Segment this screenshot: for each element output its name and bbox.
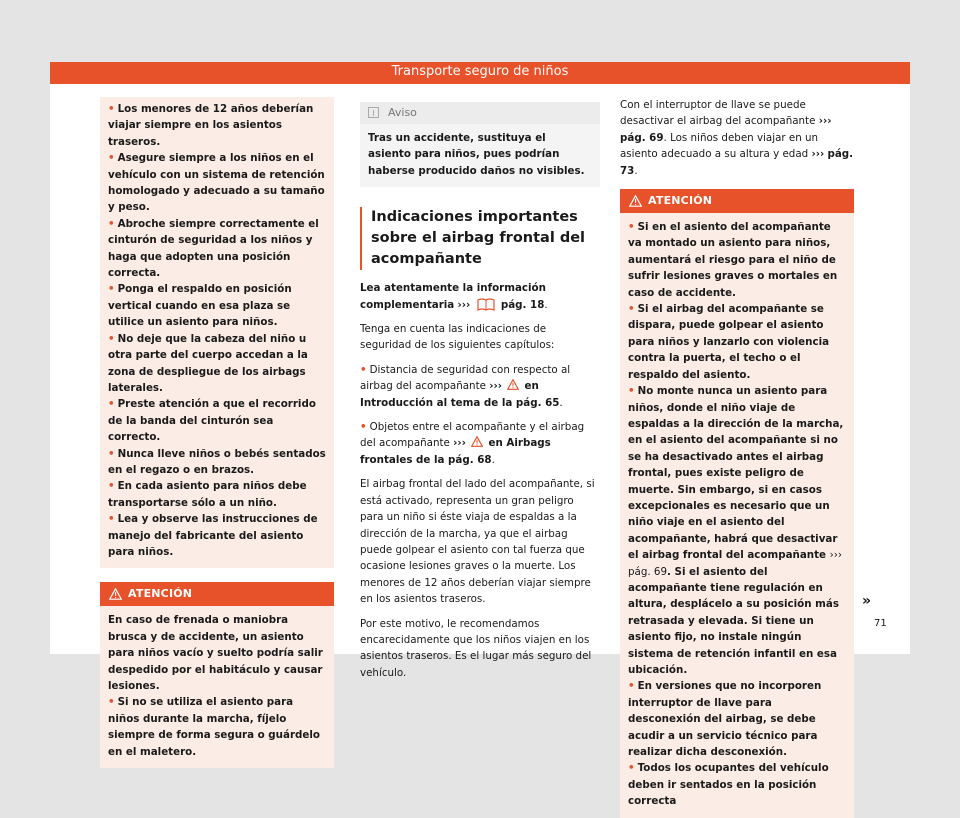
page-number: 71 (874, 618, 887, 629)
warning-header (620, 189, 854, 213)
list-item: • No deje que la cabeza del niño u otra parte del cuerpo accedan a la zona de despliegue de los airbags laterales. (108, 332, 308, 394)
book-icon (477, 298, 495, 311)
column-2 (360, 102, 600, 689)
warning-item: • No monte nunca un asiento para niños, donde el niño viaje de espaldas a la dirección de la marcha, en el asiento del acompañante si no se ha desactivado antes el airbag frontal, pues existe peligro de muerte. Sin embargo, si en casos excepcionales es necesario que un niño viaje en el asiento del acompañante, habrá que desactivar el airbag frontal del acompañante ››› pág. 69. Si el asiento del acompañante tiene regulación en altura, desplácelo a su posición más retrasada y elevada. Si tiene un asiento fijo, no instale ningún sistema de retención infantil en esa ubicación. (628, 385, 844, 676)
warning-intro: En caso de frenada o maniobra brusca y de accidente, un asiento para niños vacío y suelto podría salir despedido por el habitáculo y causar lesiones. (108, 614, 323, 692)
page-reference-link[interactable]: pág. 73 (620, 148, 854, 177)
warning-item: • Si en el asiento del acompañante va montado un asiento para niños, aumentará el riesgo para el niño de sufrir lesiones graves o mortales en caso de accidente. (628, 221, 838, 299)
paragraph: Tenga en cuenta las indicaciones de seguridad de los siguientes capítulos: (360, 323, 555, 352)
page-reference-link[interactable]: pág. 18 (500, 298, 545, 311)
page-title: Transporte seguro de niños (391, 64, 569, 79)
warning-box-2 (620, 189, 854, 818)
safety-list-box (100, 97, 334, 568)
intro-block (620, 97, 854, 179)
page-reference-link[interactable]: en Introducción al tema de la pág. 65 (360, 380, 560, 409)
warning-header (100, 582, 334, 606)
warning-item: • En versiones que no incorporen interruptor de llave para desconexión del airbag, se debe acudir a un servicio técnico para realizar dicha desconexión. (628, 680, 822, 759)
header-bar (50, 62, 910, 84)
list-item: • En cada asiento para niños debe transportarse sólo a un niño. (108, 480, 307, 509)
list-item: • Distancia de seguridad con respecto al airbag del acompañante ››› en Introducción al tema de la pág. 65. (360, 363, 571, 409)
section-title: Indicaciones importantes sobre el airbag frontal del acompañante (360, 207, 600, 270)
warning-title: ATENCIÓN (128, 587, 193, 601)
info-icon (368, 107, 379, 118)
warning-icon (109, 588, 122, 600)
list-item: • Preste atención a que el recorrido de la banda del cinturón sea correcto. (108, 398, 316, 444)
warning-title: ATENCIÓN (648, 194, 713, 208)
page-reference-link[interactable]: pág. 69 (620, 131, 664, 144)
note-text: Tras un accidente, sustituya el asiento para niños, pues podrían haberse producido daños no visibles. (368, 132, 585, 177)
warning-item: • Todos los ocupantes del vehículo deben ir sentados en la posición correcta (628, 762, 829, 808)
list-item: • Ponga el respaldo en posición vertical cuando en esa plaza se utilice un asiento para niños. (108, 283, 292, 329)
page-reference-link[interactable]: en Airbags frontales de la pág. 68 (360, 437, 551, 466)
list-item: • Los menores de 12 años deberían viajar siempre en los asientos traseros. (108, 103, 314, 148)
column-3 (620, 97, 854, 818)
warning-icon (507, 379, 519, 390)
list-item: • Objetos entre el acompañante y el airbag del acompañante ››› en Airbags frontales de la pág. 68. (360, 421, 585, 466)
list-item: • Lea y observe las instrucciones de manejo del fabricante del asiento para niños. (108, 513, 318, 558)
paragraph: Por este motivo, le recomendamos encarecidamente que los niños viajen en los asientos traseros. Es el lugar más seguro del vehículo. (360, 617, 592, 679)
list-item: • Asegure siempre a los niños en el vehículo con un sistema de retención homologado y adecuado a su tamaño y peso. (108, 152, 325, 214)
list-item: • Nunca lleve niños o bebés sentados en el regazo o en brazos. (108, 447, 326, 476)
list-item: • Abroche siempre correctamente el cinturón de seguridad a los niños y haga que adopten una posición correcta. (108, 217, 319, 280)
continue-marker: » (862, 593, 872, 609)
warning-box-1 (100, 582, 334, 768)
page-reference-link[interactable]: pág. 69 (628, 565, 668, 578)
note-box (360, 102, 600, 187)
section-body (360, 280, 600, 681)
note-header (360, 102, 600, 124)
warning-icon (629, 195, 642, 207)
column-1 (100, 97, 334, 768)
paragraph: Con el interruptor de llave se puede desactivar el airbag del acompañante ››› pág. 69. Los niños deben viajar en un asiento adecuado a su altura y edad ››› pág. 73. (620, 99, 854, 177)
paragraph: El airbag frontal del lado del acompañante, si está activado, representa un gran peligro para un niño si éste viaja de espaldas a la dirección de la marcha, ya que el airbag puede golpear el asiento con tal fuerza que ocasione lesiones graves o la muerte. Los menores de 12 años deberían viajar siempre en los asientos traseros. (360, 478, 595, 606)
warning-body (100, 606, 334, 768)
warning-item: • Si el airbag del acompañante se dispara, puede golpear el asiento para niños y lanzarlo con violencia contra la puerta, el techo o el respaldo del asiento. (628, 303, 830, 381)
note-body (360, 124, 600, 187)
warning-body (620, 213, 854, 818)
note-title: Aviso (388, 106, 417, 119)
paragraph: Lea atentamente la información complementaria ››› pág. 18. (360, 282, 548, 311)
warning-icon (471, 436, 483, 447)
warning-item: • Si no se utiliza el asiento para niños durante la marcha, fíjelo siempre de forma segura o guárdelo en el maletero. (108, 696, 320, 758)
